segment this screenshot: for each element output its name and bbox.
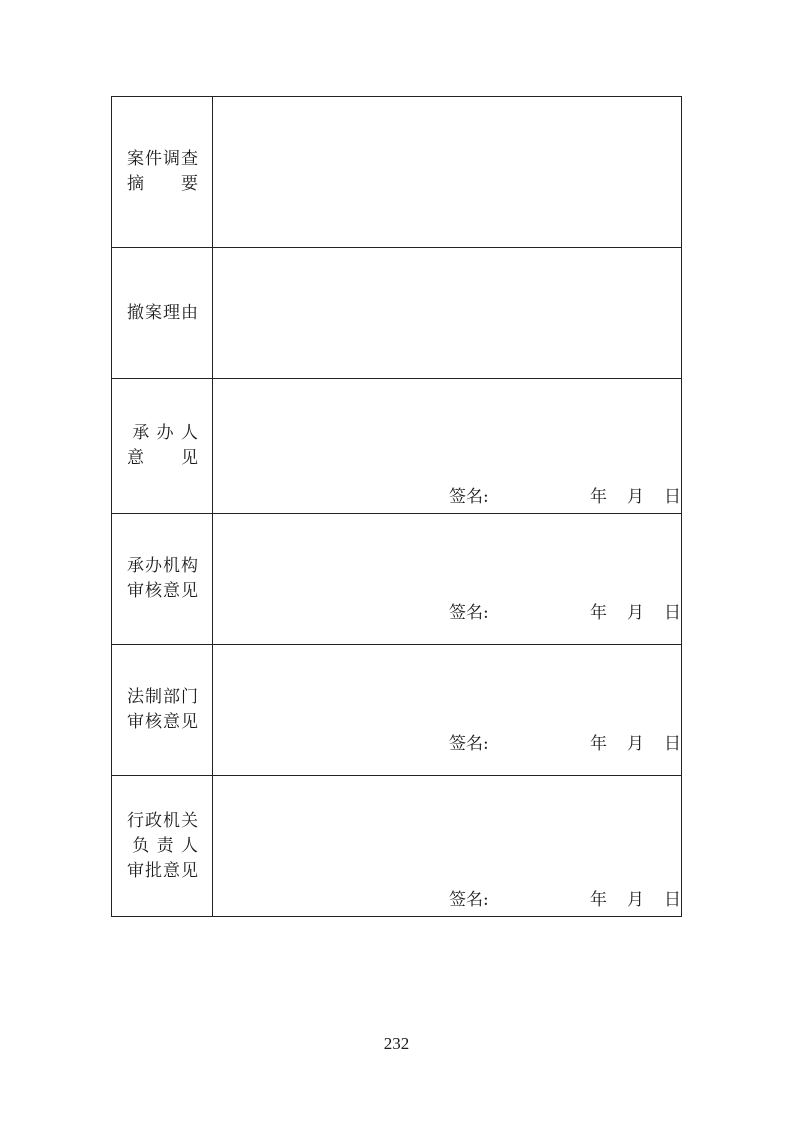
label-line: 摘 要 [127,174,199,194]
label-line: 审核意见 [127,712,199,732]
content-agency-head-approval[interactable] [213,776,682,917]
content-withdrawal-reason[interactable] [213,248,682,379]
label-line: 审批意见 [127,860,199,881]
signature-month: 月 [627,890,644,910]
row-agency-head-approval [112,776,682,917]
content-case-summary[interactable] [213,97,682,248]
label-line: 承 办 人 [132,423,199,443]
signature-day: 日 [664,890,681,910]
case-withdrawal-form [111,96,682,917]
signature-year: 年 [590,603,607,623]
signature-label: 签名: [449,603,489,623]
signature-day: 日 [664,487,681,507]
label-line: 行政机关 [127,810,199,831]
content-handler-opinion[interactable] [213,379,682,514]
label-line: 负 责 人 [132,835,199,856]
label-case-summary [112,97,213,248]
signature-line [213,889,681,911]
signature-month: 月 [627,734,644,754]
signature-line [213,602,681,624]
label-line: 意 见 [127,448,199,468]
label-handler-opinion [112,379,213,514]
signature-month: 月 [627,603,644,623]
row-case-summary [112,97,682,248]
signature-year: 年 [590,734,607,754]
signature-label: 签名: [449,734,489,754]
label-line: 撤案理由 [127,302,199,323]
label-line: 法制部门 [127,687,199,707]
label-line: 案件调查 [127,149,199,169]
row-legal-dept-review [112,645,682,776]
signature-line [213,486,681,508]
row-handling-agency-review [112,514,682,645]
signature-year: 年 [590,890,607,910]
label-handling-agency-review [112,514,213,645]
signature-month: 月 [627,487,644,507]
row-handler-opinion [112,379,682,514]
row-withdrawal-reason [112,248,682,379]
content-legal-dept-review[interactable] [213,645,682,776]
page-number: 232 [383,1034,410,1053]
signature-label: 签名: [449,890,489,910]
label-withdrawal-reason [112,248,213,379]
signature-line [213,733,681,755]
content-handling-agency-review[interactable] [213,514,682,645]
signature-label: 签名: [449,487,489,507]
signature-day: 日 [664,603,681,623]
signature-day: 日 [664,734,681,754]
label-agency-head-approval [112,776,213,917]
label-line: 审核意见 [127,581,199,601]
label-legal-dept-review [112,645,213,776]
label-line: 承办机构 [127,556,199,576]
signature-year: 年 [590,487,607,507]
